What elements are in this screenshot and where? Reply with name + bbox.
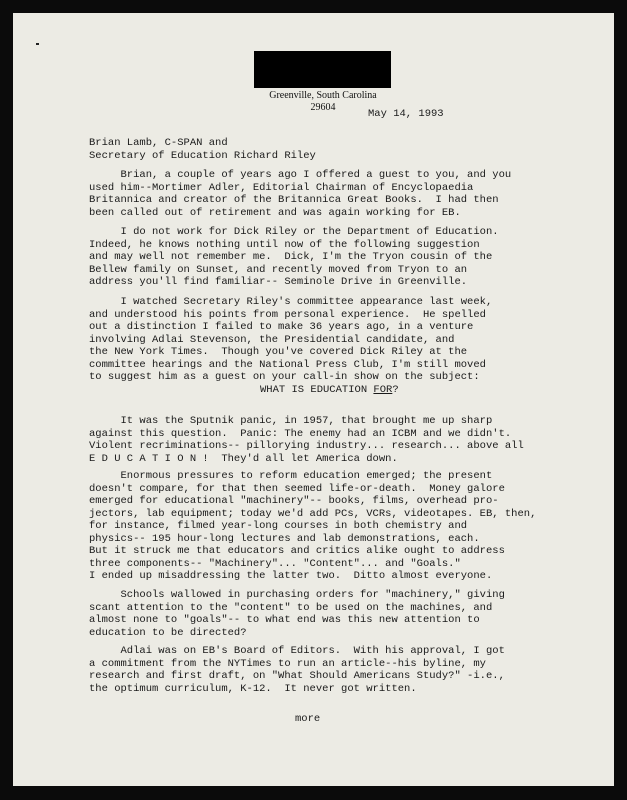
text-line: E D U C A T I O N ! They'd all let America down. xyxy=(89,452,398,465)
text-line: for instance, filmed year-long courses in both chemistry and xyxy=(89,520,468,532)
text-line: the optimum curriculum, K-12. It never got written. xyxy=(89,682,417,695)
text-line: three components-- "Machinery"... "Content"... and "Goals." xyxy=(89,557,461,570)
text-line: research and first draft, on "What Should Americans Study?" -i.e., xyxy=(89,670,505,682)
text-line: Schools wallowed in purchasing orders for "machinery," giving xyxy=(89,589,505,601)
paragraph-1 xyxy=(89,169,511,219)
text-line: used him--Mortimer Adler, Editorial Chairman of Encyclopaedia xyxy=(89,181,474,194)
letterhead-zip: 29604 xyxy=(310,102,336,113)
addressee-block xyxy=(89,137,316,162)
text-line: scant attention to the "content" to be used on the machines, and xyxy=(89,601,493,614)
text-line: against this question. Panic: The enemy had an ICBM and we didn't. xyxy=(89,427,512,440)
subject-heading-prefix: WHAT IS EDUCATION xyxy=(260,384,374,396)
text-line: I ended up misaddressing the latter two. Ditto almost everyone. xyxy=(89,570,493,582)
text-line: almost none to "goals"-- to what end was this new attention to xyxy=(89,614,480,626)
text-line: and understood his points from personal experience. He spelled xyxy=(89,308,486,321)
paper-speck xyxy=(36,43,39,45)
paragraph-2 xyxy=(89,226,499,289)
text-line: Adlai was on EB's Board of Editors. With his approval, I got xyxy=(89,645,505,657)
text-line: emerged for educational "machinery"-- books, films, overhead pro- xyxy=(89,495,499,507)
text-line: Brian, a couple of years ago I offered a guest to you, and you xyxy=(89,169,512,181)
paragraph-4 xyxy=(89,415,524,465)
text-line: been called out of retirement and was again working for EB. xyxy=(89,206,461,219)
text-line: I watched Secretary Riley's committee appearance last week, xyxy=(89,296,493,308)
text-line: Enormous pressures to reform education emerged; the present xyxy=(89,470,493,482)
paragraph-7 xyxy=(89,645,505,695)
text-line: committee hearings and the National Press Club, I'm still moved xyxy=(89,358,486,371)
text-line: involving Adlai Stevenson, the Presidential candidate, and xyxy=(89,333,455,346)
subject-heading-underlined: FOR xyxy=(373,384,393,396)
text-line: doesn't compare, for that then seemed life-or-death. Money galore xyxy=(89,482,505,495)
letterhead-city: Greenville, South Carolina xyxy=(269,90,377,101)
subject-heading xyxy=(260,384,399,396)
text-line: and may well not remember me. Dick, I'm the Tryon cousin of the xyxy=(89,251,493,263)
addressee-line: Brian Lamb, C-SPAN and xyxy=(89,137,228,149)
text-line: out a distinction I failed to make 36 years ago, in a venture xyxy=(89,321,474,333)
text-line: a commitment from the NYTimes to run an article--his byline, my xyxy=(89,657,486,670)
text-line: education to be directed? xyxy=(89,626,247,639)
text-line: I do not work for Dick Riley or the Department of Education. xyxy=(89,226,499,238)
letter-page xyxy=(13,13,614,786)
text-line: Indeed, he knows nothing until now of the following suggestion xyxy=(89,238,480,251)
text-line: address you'll find familiar-- Seminole Drive in Greenville. xyxy=(89,276,468,288)
text-line: But it struck me that educators and critics alike ought to address xyxy=(89,545,505,557)
text-line: the New York Times. Though you've covered Dick Riley at the xyxy=(89,346,468,358)
subject-heading-suffix: ? xyxy=(392,384,399,396)
text-line: Britannica and creator of the Britannica Great Books. I had then xyxy=(89,194,499,206)
continuation-more: more xyxy=(295,713,321,725)
text-line: to suggest him as a guest on your call-in show on the subject: xyxy=(89,371,480,383)
letter-date: May 14, 1993 xyxy=(368,108,444,120)
redaction-box xyxy=(254,51,391,88)
paragraph-3 xyxy=(89,296,492,384)
text-line: It was the Sputnik panic, in 1957, that brought me up sharp xyxy=(89,415,493,427)
text-line: jectors, lab equipment; today we'd add PCs, VCRs, videotapes. EB, then, xyxy=(89,507,537,520)
addressee-line: Secretary of Education Richard Riley xyxy=(89,149,316,162)
paragraph-5 xyxy=(89,470,536,583)
text-line: Violent recriminations-- pillorying industry... research... above all xyxy=(89,440,524,452)
paragraph-6 xyxy=(89,589,505,639)
text-line: Bellew family on Sunset, and recently moved from Tryon to an xyxy=(89,263,468,276)
text-line: physics-- 195 hour-long lectures and lab demonstrations, each. xyxy=(89,532,480,545)
